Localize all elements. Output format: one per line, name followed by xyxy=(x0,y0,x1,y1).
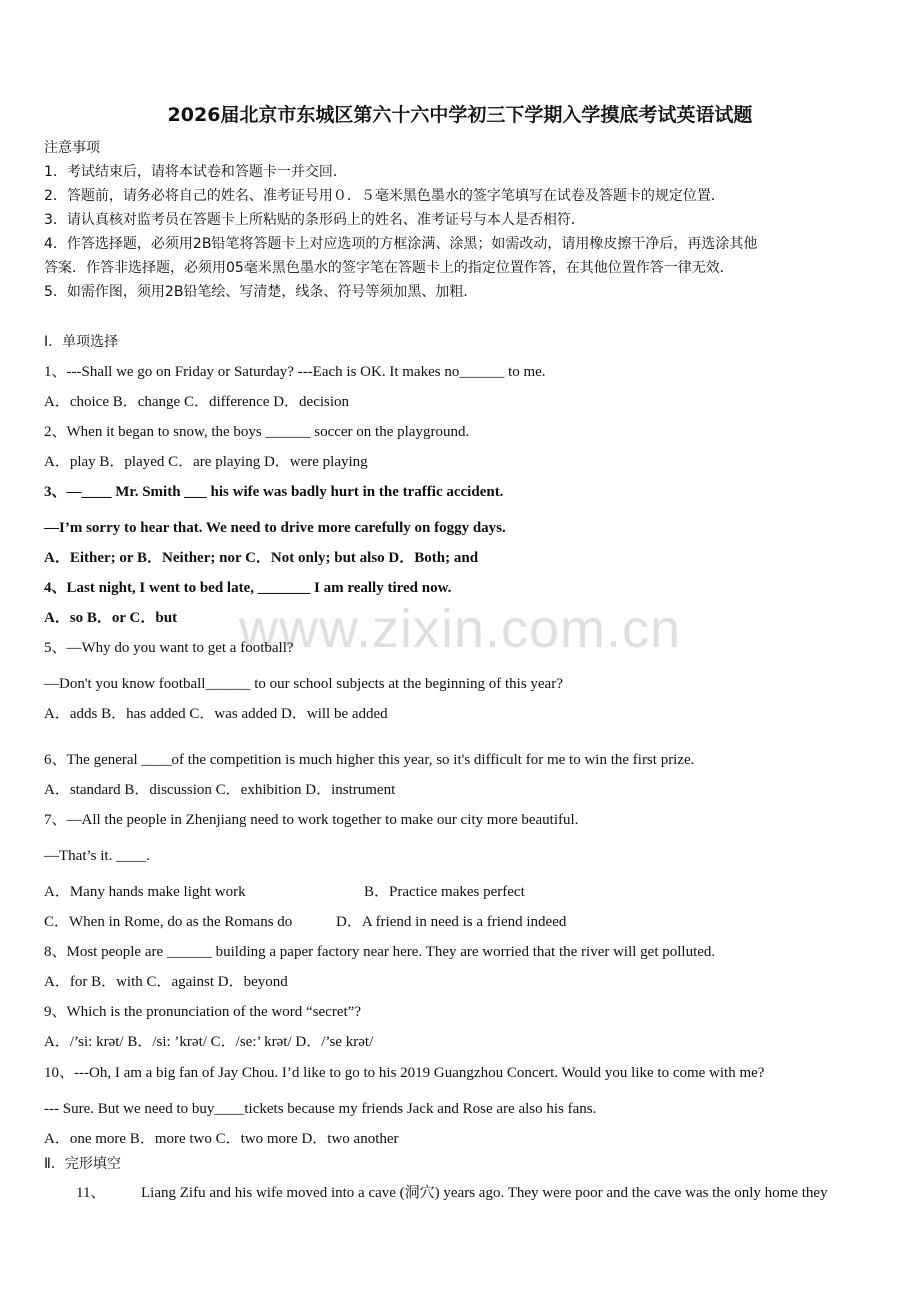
q7-line2: —That’s it. ____. xyxy=(44,848,150,864)
q2-stem: 2、When it began to snow, the boys ______ soccer on the playground. xyxy=(44,424,470,440)
q2-options: A．play B．played C．are playing D．were playing xyxy=(44,454,368,470)
q7-option-a: A．Many hands make light work xyxy=(44,884,246,900)
q5-options: A．adds B．has added C．was added D．will be added xyxy=(44,706,388,722)
q7-option-c: C．When in Rome, do as the Romans do xyxy=(44,914,293,930)
q3-line2: —I’m sorry to hear that. We need to drive more carefully on foggy days. xyxy=(44,520,506,536)
q11-number: 11、 xyxy=(76,1185,106,1201)
watermark: www.zixin.com.cn xyxy=(238,599,682,659)
q7-option-b: B．Practice makes perfect xyxy=(364,884,525,900)
q7-stem: 7、—All the people in Zhenjiang need to work together to make our city more beautiful. xyxy=(44,812,579,828)
section2-heading: Ⅱ．完形填空 xyxy=(44,1156,121,1172)
section1-heading: Ⅰ．单项选择 xyxy=(44,334,119,350)
q10-stem: 10、---Oh, I am a big fan of Jay Chou. I’d like to go to his 2019 Guangzhou Concert. Would you like to come with me? xyxy=(44,1065,765,1081)
q9-stem: 9、Which is the pronunciation of the word “secret”? xyxy=(44,1004,361,1020)
q9-options: A．/’si: krət/ B．/si: ’krət/ C．/se:’ krət/ D．/’se krət/ xyxy=(44,1034,374,1050)
q5-stem: 5、—Why do you want to get a football? xyxy=(44,640,294,656)
notice-item-2: 2．答题前，请务必将自己的姓名、准考证号用０．５毫米黑色墨水的签字笔填写在试卷及答题卡的规定位置． xyxy=(44,188,725,204)
q1-stem: 1、---Shall we go on Friday or Saturday? ---Each is OK. It makes no______ to me. xyxy=(44,364,546,380)
q10-line2: --- Sure. But we need to buy____tickets because my friends Jack and Rose are also his fans. xyxy=(44,1101,597,1117)
notice-item-5: 5．如需作图，须用2B铅笔绘、写清楚，线条、符号等须加黑、加粗． xyxy=(44,284,478,300)
q7-option-d: D．A friend in need is a friend indeed xyxy=(336,914,567,930)
q8-stem: 8、Most people are ______ building a paper factory near here. They are worried that the river will get polluted. xyxy=(44,944,716,960)
q8-options: A．for B．with C．against D．beyond xyxy=(44,974,288,990)
q11-text: Liang Zifu and his wife moved into a cave (洞穴) years ago. They were poor and the cave was the only home they xyxy=(141,1185,828,1201)
notice-item-1: 1．考试结束后，请将本试卷和答题卡一并交回． xyxy=(44,164,347,180)
q3-options: A．Either; or B．Neither; nor C．Not only; but also D．Both; and xyxy=(44,550,479,566)
document-title: 2026届北京市东城区第六十六中学初三下学期入学摸底考试英语试题 xyxy=(167,104,753,126)
q4-stem: 4、Last night, I went to bed late, _______ I am really tired now. xyxy=(44,580,452,596)
q6-options: A．standard B．discussion C．exhibition D．instrument xyxy=(44,782,396,798)
notice-item-4-cont: 答案．作答非选择题，必须用05毫米黑色墨水的签字笔在答题卡上的指定位置作答，在其他位置作答一律无效． xyxy=(44,260,734,276)
notice-item-3: 3．请认真核对监考员在答题卡上所粘贴的条形码上的姓名、准考证号与本人是否相符． xyxy=(44,212,585,228)
q1-options: A．choice B．change C．difference D．decision xyxy=(44,394,350,410)
q3-stem: 3、—____ Mr. Smith ___ his wife was badly hurt in the traffic accident. xyxy=(44,484,504,500)
notice-item-4: 4．作答选择题，必须用2B铅笔将答题卡上对应选项的方框涂满、涂黑；如需改动，请用橡皮擦干净后，再选涂其他 xyxy=(44,236,758,252)
q6-stem: 6、The general ____of the competition is much higher this year, so it's difficult for me to win the first prize. xyxy=(44,752,695,768)
notice-heading: 注意事项 xyxy=(44,140,100,156)
q4-options: A．so B．or C．but xyxy=(44,610,178,626)
q5-line2: —Don't you know football______ to our school subjects at the beginning of this year? xyxy=(44,676,563,692)
q10-options: A．one more B．more two C．two more D．two another xyxy=(44,1131,399,1147)
